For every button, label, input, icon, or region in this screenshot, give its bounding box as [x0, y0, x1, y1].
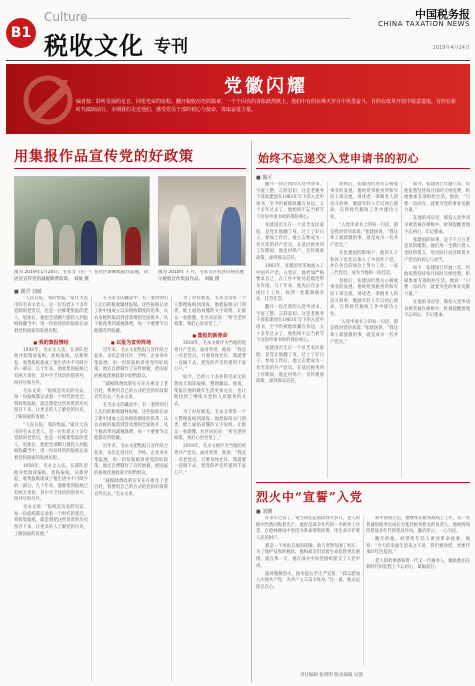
paragraph: 毛永文说：“报纸是历史的见证，每一份报纸都记录着一个时代的变迁。我收集报纸，就是想把这些珍贵的历史留存下来，让更多的人了解党的历史，了解国家的发展。”	[14, 505, 88, 537]
paragraph: 张建国的故事，是千千万万老党员的缩影。他们用一生践行着入党时的誓言，用实际行动诠释着共产党员的初心与担当。	[404, 237, 470, 263]
article-photo	[14, 176, 150, 266]
paragraph: “减税降费政策实实在在惠及了老百姓，我要用自己的方式把党的好政策宣传出去。”毛永文说。	[94, 478, 168, 498]
paragraph: 面对熊熊烈火，他举起右手庄严宣誓：“我志愿加入中国共产党，为共产主义奋斗终身。”这一幕，他永远铭记在心。	[256, 571, 360, 590]
paragraph: 为了办好展览，毛永文常常一个人整理报纸到深夜。他把报纸分门别类，配上通俗易懂的文字说明，让群众一看就懂。社区居民说：“听毛老讲政策，我们心里亮堂了。”	[174, 409, 246, 442]
paragraph: 张建国出生在一个贫苦农民家庭，是党让他翻了身，过上了好日子。参加工作后，他立志要成为一名光荣的共产党员。在基层税务所工作期间，他走村串户，宣传税收政策，深得群众信任。	[256, 346, 324, 385]
article-column	[330, 182, 398, 478]
photo-caption: 图为 2018年 7 月，毛永文在社区向居民展示税收宣传集报作品。 刘敏 摄	[158, 270, 245, 282]
masthead	[6, 4, 470, 58]
paragraph: 1965年，张建国光荣地加入了中国共产党。入党后，他更加严格要求自己，在工作中处处起模范带头作用。几十年来，他先后在多个岗位上工作，每到一处都兢兢业业、任劳任怨。	[256, 264, 324, 303]
title-rule	[14, 168, 246, 169]
paragraph: 在毛永文的藏品中，有一套特别引人注目的税收题材报纸。这些报纸记录了新中国成立以来税收制度的沿革，从农业税的取消到营改增的全面推开，从个税改革到减税降费，每一个重要节点他都有所收藏。	[94, 403, 168, 442]
paragraph: 1958年，毛永文入伍，在部队里他开始阅读报纸、剪贴报纸。从那时起，收集报纸就成了他生活中不可缺少的一部分。几十年来，他收集的报纸已有两万余份，其中不乏珍贵的创刊号、终刊号和号外。	[14, 347, 88, 386]
issue-date: 2019年4月24日	[432, 45, 470, 51]
article-column	[94, 296, 168, 682]
paragraph: 近年来，毛永文把集报与宣传结合起来，多次走进社区、学校、企业举办集报展，用一份份报纸讲述党的好政策。他还自费制作了宣传展板，把国家的税收优惠政策介绍给群众。	[94, 347, 168, 379]
paragraph: “减税降费政策实实在在惠及了老百姓，我要用自己的方式把党的好政策宣传出去。”毛永文说。	[94, 382, 168, 401]
page-tag: B1	[6, 18, 36, 48]
masthead-rule	[6, 60, 470, 61]
paragraph: “人民日报，我的集报。”家住大连市的毛永文老人，是一位有着五十多年党龄的老党员，也是一位痴迷集报的老人。退休后，他把全部精力都投入到报纸收藏当中，用一份份珍贵的报纸记录着党和国家的发展历程。	[14, 423, 88, 462]
paragraph: 那是一个风雨交加的夜晚，敌人突然包围了村庄。为了保护征收的税款，他和战友们冒着生命危险突出重围。就在那一天，他在战火中向党组织递交了入党申请。	[256, 543, 360, 569]
article-column	[174, 296, 246, 682]
article-column	[256, 182, 324, 478]
paragraph: 老人的故事感染着一代又一代税务人，激励他们在新时代的征程上不忘初心、砥砺前行。	[366, 558, 470, 571]
paragraph: 如今，张建国已年逾八旬，但他依然坚持每月按时交纳党费，积极参加支部组织生活。他说：“只要一息尚存，就要为党的事业贡献力量。”	[404, 265, 470, 297]
paragraph: 退休后，张建国仍然关心税收事业的发展。他经常到税务所和年轻干部交流，讲述老一辈税务人的奋斗故事，勉励年轻人牢记初心使命，在新时代税收工作中建功立业。	[330, 278, 398, 317]
article-column	[256, 516, 360, 666]
paragraph: 1958年，毛永文入伍，在部队里他开始阅读报纸、剪贴报纸。从那时起，收集报纸就成了他生活中不可缺少的一部分。几十年来，他收集的报纸已有两万余份，其中不乏珍贵的创刊号、终刊号和号外。	[14, 464, 88, 503]
subheading: ■ 集报的新使命	[174, 332, 246, 339]
paragraph: 如今，已经八十多岁的毛永文依然每天阅读报纸、整理藏品。他说，集报让他的晚年生活更加充实，也让他找到了继续为党和人民服务的方式。	[174, 375, 246, 407]
column-divider	[327, 182, 328, 478]
paragraph: 晚年的他，经常给年轻人讲述革命故事。他说：“今天的幸福生活来之不易，我们要珍惜，更要传承好红色基因。”	[366, 537, 470, 556]
title-rule	[256, 168, 470, 169]
subheading: ■ 以报为宣传阵地	[94, 339, 168, 346]
photo-caption: 图为 2019年1月20日，毛永文（右一）在社区讲解集报作品展，向居民宣传党的减税降费政策。 刘敏 摄	[14, 270, 148, 282]
paragraph: 如今，张建国已年逾八旬，但他依然坚持每月按时交纳党费，积极参加支部组织生活。他说：“只要一息尚存，就要为党的事业贡献力量。”	[404, 182, 470, 214]
banner-title: 党徽闪耀	[224, 76, 308, 97]
paragraph: 在毛永文的藏品中，有一套特别引人注目的税收题材报纸。这些报纸记录了新中国成立以来税收制度的沿革，从农业税的取消到营改增的全面推开，从个税改革到减税降费，每一个重要节点他都有所收藏。	[94, 296, 168, 334]
paragraph: 翻开一份泛黄的入党申请书，字迹工整，言辞恳切。这是老税务干部张建国在1963年写下的入党申请书，至今仍被他珍藏在身边。五十多年过去了，他始终不忘当初写下这份申请书时的那份初心。	[256, 182, 324, 220]
paper-name-en: CHINA TAXATION NEWS	[378, 20, 470, 28]
paragraph: 在张建国的影响下，他的儿子和孙子也先后加入了中国共产党，并在各自的岗位上努力工作。一家三代党员，成为当地的一段佳话。	[330, 250, 398, 276]
paragraph: 近年来，毛永文把集报与宣传结合起来，多次走进社区、学校、企业举办集报展，用一份份报纸讲述党的好政策。他还自费制作了宣传展板，把国家的税收优惠政策介绍给群众。	[94, 444, 168, 476]
paragraph: 许多年过去了，每当回忆起那段烽火岁月，老人的眼中仍然闪烁着光芒。他曾是战争年代的一名税务工作者，在枪林弹雨中坚持为革命筹集经费，用生命守护着人民的财产。	[256, 516, 360, 541]
paragraph: 翻开一份泛黄的入党申请书，字迹工整，言辞恳切。这是老税务干部张建国在1963年写下的入党申请书，至今仍被他珍藏在身边。五十多年过去了，他始终不忘当初写下这份申请书时的那份初心。	[256, 305, 324, 344]
section-en: Culture	[44, 10, 88, 24]
feature-banner	[6, 64, 470, 134]
article-photo	[158, 176, 246, 266]
byline: ■ 刘鹏	[256, 509, 273, 515]
paragraph: 为了办好展览，毛永文常常一个人整理报纸到深夜。他把报纸分门别类，配上通俗易懂的文字说明，让群众一看就懂。社区居民说：“听毛老讲政策，我们心里亮堂了。”	[174, 296, 246, 328]
byline: ■ 谢君 刘敏	[14, 289, 42, 295]
column-divider	[363, 516, 364, 666]
paragraph: 2018年，毛永文被评为当地的优秀共产党员。面对荣誉，他说：“我是一名老党员，只要身体允许，我就要一直做下去，把党的声音传递到千家万户。”	[174, 444, 246, 476]
paper-name: 中国税务报	[415, 8, 470, 21]
paragraph: 2018年，毛永文被评为当地的优秀共产党员。面对荣誉，他说：“我是一名老党员，只要身体允许，我就要一直做下去，把党的声音传递到千家万户。”	[174, 340, 246, 373]
paragraph: 毛永文说：“报纸是历史的见证，每一份报纸都记录着一个时代的变迁。我收集报纸，就是想把这些珍贵的历史留存下来，让更多的人了解党的历史，了解国家的发展。”	[14, 388, 88, 420]
paragraph: “入党申请书上的每一句话，都是我对党的承诺。”张建国说，“我这辈子最骄傲的事，就是成为一名共产党员。”	[330, 319, 398, 345]
section-suffix: 专刊	[154, 37, 188, 57]
paragraph: “入党申请书上的每一句话，都是我对党的承诺。”张建国说，“我这辈子最骄傲的事，就是成为一名共产党员。”	[330, 223, 398, 248]
column-divider	[401, 182, 402, 478]
byline: ■ 魏平	[256, 175, 273, 181]
article-column	[404, 182, 470, 478]
article-title: 烈火中“宣誓”入党	[256, 490, 363, 504]
article-column	[366, 516, 470, 666]
paragraph: 新中国成立后，他继续在税务战线上工作，从一名普通的税务员成长为基层税务机关的负责人。他始终保持着战争年代的优良作风，廉洁奉公，一心为民。	[366, 516, 470, 535]
editor-signature: 责任编辑 张明明 版式编辑 吴强	[300, 673, 363, 678]
section-divider	[251, 140, 252, 682]
article-column	[14, 296, 88, 682]
paragraph: 在他的书房里，那份入党申请书被装裱在相框中，时刻提醒着他不忘初心、牢记使命。	[404, 300, 470, 319]
article-title: 始终不忘递交入党申请书的初心	[258, 152, 419, 165]
paragraph: 退休后，张建国仍然关心税收事业的发展。他经常到税务所和年轻干部交流，讲述老一辈税务人的奋斗故事，勉励年轻人牢记初心使命，在新时代税收工作中建功立业。	[330, 182, 398, 220]
editor-note: 编者按：聆听发展的足音，回望光荣的征程。翻开税收历史的篇章，一个个闪亮的身影跃然纸上。他们中有的在烽火岁月中英勇奋斗，有的在改革开放中锐意进取，有的在新时代砥砺前行。本期我们走近他们，感受党员干部的初心与使命，汲取奋进力量。	[76, 99, 456, 113]
subheading: ■ 我的集报情结	[14, 339, 88, 346]
article-title: 用集报作品宣传党的好政策	[14, 149, 194, 165]
divider	[80, 18, 350, 19]
column-divider	[91, 296, 92, 682]
section-title: 税收文化	[44, 31, 144, 60]
paragraph: 在他的书房里，那份入党申请书被装裱在相框中，时刻提醒着他不忘初心、牢记使命。	[404, 216, 470, 235]
section-rule	[256, 482, 470, 483]
paragraph: “人民日报，我的集报。”家住大连市的毛永文老人，是一位有着五十多年党龄的老党员，也是一位痴迷集报的老人。退休后，他把全部精力都投入到报纸收藏当中，用一份份珍贵的报纸记录着党和国家的发展历程。	[14, 296, 88, 334]
column-divider	[171, 296, 172, 682]
paragraph: 张建国出生在一个贫苦农民家庭，是党让他翻了身，过上了好日子。参加工作后，他立志要成为一名光荣的共产党员。在基层税务所工作期间，他走村串户，宣传税收政策，深得群众信任。	[256, 223, 324, 262]
